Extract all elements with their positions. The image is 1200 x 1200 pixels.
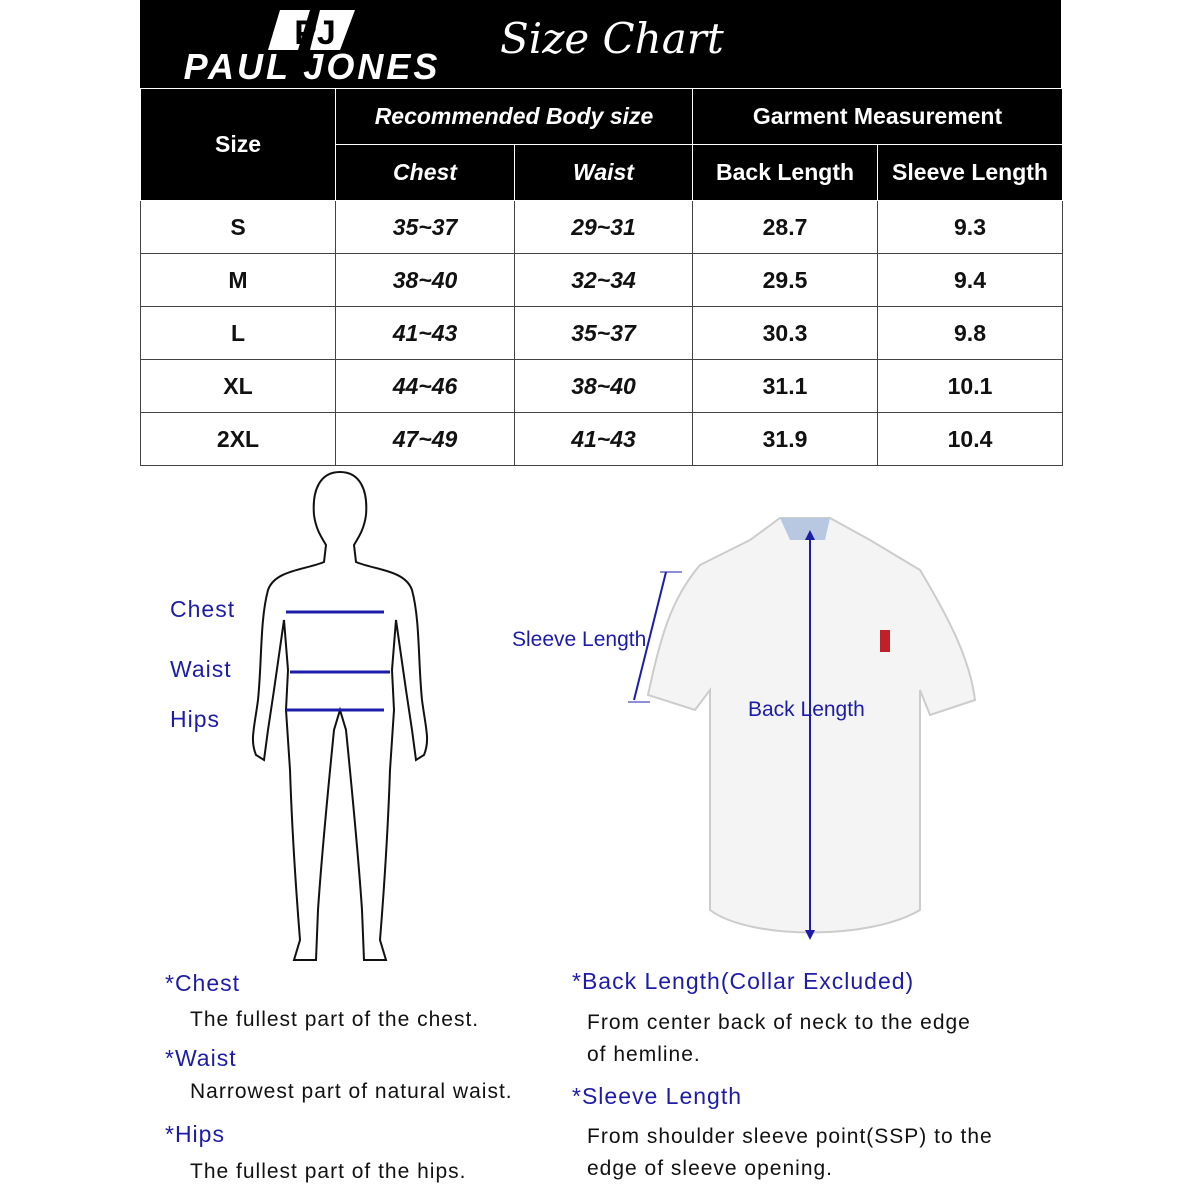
def-back-title: *Back Length(Collar Excluded) [572,968,915,994]
cell-waist: 32~34 [515,254,693,307]
cell-back: 31.1 [693,360,878,413]
cell-chest: 44~46 [336,360,515,413]
label-sleeve-length: Sleeve Length [512,628,647,651]
def-sleeve-text-1: From shoulder sleeve point(SSP) to the [587,1125,993,1148]
def-waist-text: Narrowest part of natural waist. [190,1080,513,1103]
cell-chest: 35~37 [336,201,515,254]
label-waist: Waist [170,656,232,682]
cell-sleeve: 9.3 [878,201,1063,254]
cell-sleeve: 9.4 [878,254,1063,307]
label-back-length: Back Length [748,698,865,721]
col-chest: Chest [336,145,515,201]
def-sleeve-title: *Sleeve Length [572,1083,743,1109]
cell-sleeve: 10.4 [878,413,1063,466]
cell-size: S [141,201,336,254]
cell-size: M [141,254,336,307]
table-row [141,307,1063,360]
cell-chest: 38~40 [336,254,515,307]
body-figure-illustration [250,470,430,970]
cell-sleeve: 10.1 [878,360,1063,413]
shirt-illustration [620,510,990,950]
body-size-header: Recommended Body size [336,89,693,145]
svg-text:PJ: PJ [294,14,336,52]
cell-sleeve: 9.8 [878,307,1063,360]
cell-chest: 41~43 [336,307,515,360]
def-hips-title: *Hips [165,1121,225,1147]
cell-size: 2XL [141,413,336,466]
def-chest-text: The fullest part of the chest. [190,1008,480,1031]
def-waist-title: *Waist [165,1045,237,1071]
col-back-length: Back Length [693,145,878,201]
cell-back: 28.7 [693,201,878,254]
cell-back: 29.5 [693,254,878,307]
cell-waist: 29~31 [515,201,693,254]
brand-name: PAUL JONES [183,46,441,87]
col-sleeve-length: Sleeve Length [878,145,1063,201]
table-row [141,360,1063,413]
cell-waist: 35~37 [515,307,693,360]
cell-back: 31.9 [693,413,878,466]
def-sleeve-text-2: edge of sleeve opening. [587,1157,834,1180]
def-back-text-2: of hemline. [587,1043,701,1066]
col-waist: Waist [515,145,693,201]
cell-back: 30.3 [693,307,878,360]
garment-header: Garment Measurement [693,89,1063,145]
cell-size: XL [141,360,336,413]
def-hips-text: The fullest part of the hips. [190,1160,467,1183]
table-row [141,254,1063,307]
cell-chest: 47~49 [336,413,515,466]
def-back-text-1: From center back of neck to the edge [587,1011,971,1034]
table-row [141,201,1063,254]
cell-waist: 41~43 [515,413,693,466]
page-title: Size Chart [500,14,724,63]
label-chest: Chest [170,596,236,622]
def-chest-title: *Chest [165,970,241,996]
size-header: Size [141,89,336,201]
size-table [140,88,1063,466]
cell-size: L [141,307,336,360]
label-hips: Hips [170,706,221,732]
cell-waist: 38~40 [515,360,693,413]
table-row [141,413,1063,466]
